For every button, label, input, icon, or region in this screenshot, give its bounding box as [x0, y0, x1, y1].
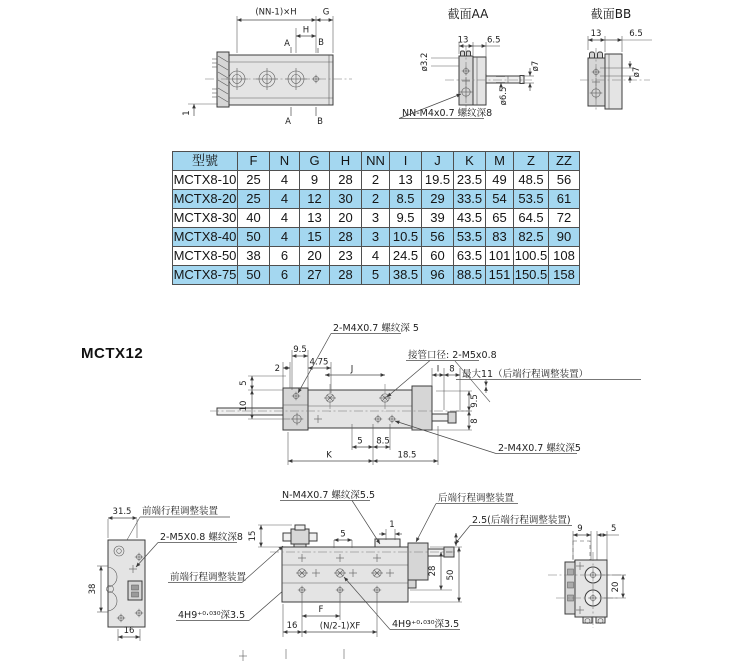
model-cell: MCTX8-20: [173, 190, 238, 209]
table-row: [173, 209, 580, 228]
value-cell: 96: [422, 266, 454, 285]
dim-label: ø7: [632, 66, 642, 78]
value-cell: 27: [300, 266, 330, 285]
model-cell: MCTX8-30: [173, 209, 238, 228]
dim-label: 38: [88, 583, 98, 595]
dim-label: 4.75: [309, 357, 329, 368]
dim-label: (N/2-1)XF: [319, 621, 361, 632]
end-view-rear: [548, 524, 628, 628]
value-cell: 100.5: [514, 247, 549, 266]
series-heading: MCTX12: [81, 345, 144, 362]
table-row: [173, 266, 580, 285]
value-cell: 56: [549, 171, 580, 190]
column-header: ZZ: [549, 152, 580, 171]
dim-label: G: [322, 7, 330, 18]
value-cell: 53.5: [454, 228, 486, 247]
value-cell: 60: [422, 247, 454, 266]
model-cell: MCTX8-75: [173, 266, 238, 285]
thread-note: 2-M5X0.8 螺纹深8: [160, 532, 243, 543]
value-cell: 20: [300, 247, 330, 266]
value-cell: 54: [486, 190, 514, 209]
dim-label: H: [302, 25, 310, 36]
value-cell: 88.5: [454, 266, 486, 285]
column-header: Z: [514, 152, 549, 171]
value-cell: 6: [270, 266, 300, 285]
dim-label: 6.5: [629, 29, 643, 39]
section-bb-view: [580, 6, 652, 112]
dim-label: 8.5: [376, 436, 390, 447]
dim-label: 1: [389, 520, 395, 530]
value-cell: 33.5: [454, 190, 486, 209]
value-cell: 23.5: [454, 171, 486, 190]
value-cell: 101: [486, 247, 514, 266]
spec-table: [172, 151, 580, 285]
dim-label: I: [436, 364, 440, 375]
value-cell: 56: [422, 228, 454, 247]
value-cell: 20: [330, 209, 362, 228]
port-note: 接管口径: 2-M5x0.8: [408, 350, 497, 361]
column-header: F: [238, 152, 270, 171]
cutoff-drawing-fragments: [239, 649, 344, 661]
value-cell: 29: [422, 190, 454, 209]
value-cell: 64.5: [514, 209, 549, 228]
value-cell: 6: [270, 247, 300, 266]
column-header: M: [486, 152, 514, 171]
value-cell: 10.5: [390, 228, 422, 247]
dim-label: 8: [470, 418, 480, 424]
value-cell: 39: [422, 209, 454, 228]
table-row: [173, 228, 580, 247]
column-header: G: [300, 152, 330, 171]
dim-label: ø3.2: [420, 52, 430, 72]
mctx12-side-view: [210, 322, 641, 465]
value-cell: 38: [238, 247, 270, 266]
value-cell: 8.5: [390, 190, 422, 209]
dim-label: 8: [449, 364, 455, 375]
dim-label: 2: [274, 364, 280, 374]
value-cell: 49: [486, 171, 514, 190]
value-cell: 150.5: [514, 266, 549, 285]
dim-label: J: [350, 364, 354, 375]
adjuster-note: 2.5(后端行程调整装置): [472, 515, 571, 526]
table-row: [173, 190, 580, 209]
value-cell: 24.5: [390, 247, 422, 266]
thread-note: NN-M4x0.7 螺纹深8: [402, 108, 493, 119]
column-header: K: [454, 152, 486, 171]
dim-label: 5: [357, 436, 363, 447]
section-title: 截面BB: [590, 7, 632, 21]
value-cell: 4: [362, 247, 390, 266]
value-cell: 43.5: [454, 209, 486, 228]
dim-label: 20: [611, 581, 621, 593]
value-cell: 82.5: [514, 228, 549, 247]
value-cell: 3: [362, 209, 390, 228]
value-cell: 28: [330, 228, 362, 247]
section-mark: B: [318, 38, 324, 48]
model-cell: MCTX8-40: [173, 228, 238, 247]
value-cell: 72: [549, 209, 580, 228]
dim-label: 13: [457, 35, 469, 46]
value-cell: 48.5: [514, 171, 549, 190]
dim-label: 9.5: [470, 394, 480, 408]
value-cell: 61: [549, 190, 580, 209]
value-cell: 28: [330, 171, 362, 190]
dim-label: 16: [123, 626, 135, 636]
column-header: H: [330, 152, 362, 171]
dim-label: 9: [577, 524, 583, 534]
value-cell: 158: [549, 266, 580, 285]
value-cell: 9: [300, 171, 330, 190]
dim-label: 31.5: [112, 507, 132, 517]
value-cell: 151: [486, 266, 514, 285]
value-cell: 4: [270, 209, 300, 228]
value-cell: 9.5: [390, 209, 422, 228]
table-row: [173, 171, 580, 190]
value-cell: 50: [238, 266, 270, 285]
column-header: I: [390, 152, 422, 171]
value-cell: 28: [330, 266, 362, 285]
value-cell: 3: [362, 228, 390, 247]
dim-label: 6.5: [487, 35, 501, 46]
mctx12-top-view: [248, 489, 572, 637]
value-cell: 19.5: [422, 171, 454, 190]
value-cell: 63.5: [454, 247, 486, 266]
adjuster-note: 前端行程调整装置: [170, 572, 247, 583]
thread-note: 2-M4X0.7 螺纹深 5: [333, 323, 419, 334]
section-mark: B: [317, 117, 323, 127]
value-cell: 38.5: [390, 266, 422, 285]
dim-label: F: [318, 605, 324, 615]
value-cell: 40: [238, 209, 270, 228]
value-cell: 4: [270, 228, 300, 247]
value-cell: 12: [300, 190, 330, 209]
dim-label: 15: [248, 530, 258, 542]
section-title: 截面AA: [447, 7, 489, 21]
column-header: 型號: [173, 152, 238, 171]
pin-hole-note: 4H9⁺⁰·⁰³⁰深3.5: [392, 619, 460, 630]
value-cell: 50: [238, 228, 270, 247]
dim-label: 5: [340, 529, 346, 540]
value-cell: 108: [549, 247, 580, 266]
section-mark: A: [285, 117, 291, 127]
value-cell: 53.5: [514, 190, 549, 209]
dim-label: 50: [446, 569, 456, 581]
dim-label: 9.5: [293, 345, 307, 355]
column-header: NN: [362, 152, 390, 171]
value-cell: 15: [300, 228, 330, 247]
thread-note: N-M4X0.7 螺纹深5.5: [282, 490, 376, 501]
value-cell: 65: [486, 209, 514, 228]
value-cell: 2: [362, 171, 390, 190]
column-header: N: [270, 152, 300, 171]
value-cell: 25: [238, 190, 270, 209]
dim-label: ø6.5: [499, 86, 509, 106]
section-aa-view: [399, 6, 541, 119]
dim-label: 5: [239, 380, 249, 386]
value-cell: 25: [238, 171, 270, 190]
value-cell: 90: [549, 228, 580, 247]
dim-label: ø7: [531, 60, 541, 72]
dim-label: 13: [590, 29, 602, 39]
dim-label: (NN-1)×H: [255, 7, 297, 18]
adjuster-note: 后端行程调整装置: [438, 493, 515, 504]
dim-label: 10: [239, 400, 249, 412]
model-cell: MCTX8-50: [173, 247, 238, 266]
dim-label: 28: [428, 565, 438, 577]
header-row: [173, 152, 580, 171]
value-cell: 4: [270, 171, 300, 190]
plan-view: [182, 8, 352, 128]
thread-note: 2-M4X0.7 螺纹深5: [498, 443, 581, 454]
dim-label: 1: [182, 110, 192, 116]
model-cell: MCTX8-10: [173, 171, 238, 190]
dim-label: 16: [286, 621, 298, 631]
value-cell: 23: [330, 247, 362, 266]
adjuster-note: 最大11（后端行程调整装置）: [462, 369, 589, 380]
value-cell: 5: [362, 266, 390, 285]
dim-label: 18.5: [397, 450, 417, 461]
dim-label: K: [326, 450, 332, 461]
value-cell: 13: [390, 171, 422, 190]
section-mark: A: [284, 39, 290, 49]
value-cell: 2: [362, 190, 390, 209]
value-cell: 4: [270, 190, 300, 209]
column-header: J: [422, 152, 454, 171]
dim-label: 5: [611, 524, 617, 534]
end-view-front: [88, 505, 300, 641]
value-cell: 83: [486, 228, 514, 247]
table-row: [173, 247, 580, 266]
pin-hole-note: 4H9⁺⁰·⁰³⁰深3.5: [178, 610, 246, 621]
adjuster-note: 前端行程调整装置: [142, 506, 219, 517]
value-cell: 30: [330, 190, 362, 209]
value-cell: 13: [300, 209, 330, 228]
